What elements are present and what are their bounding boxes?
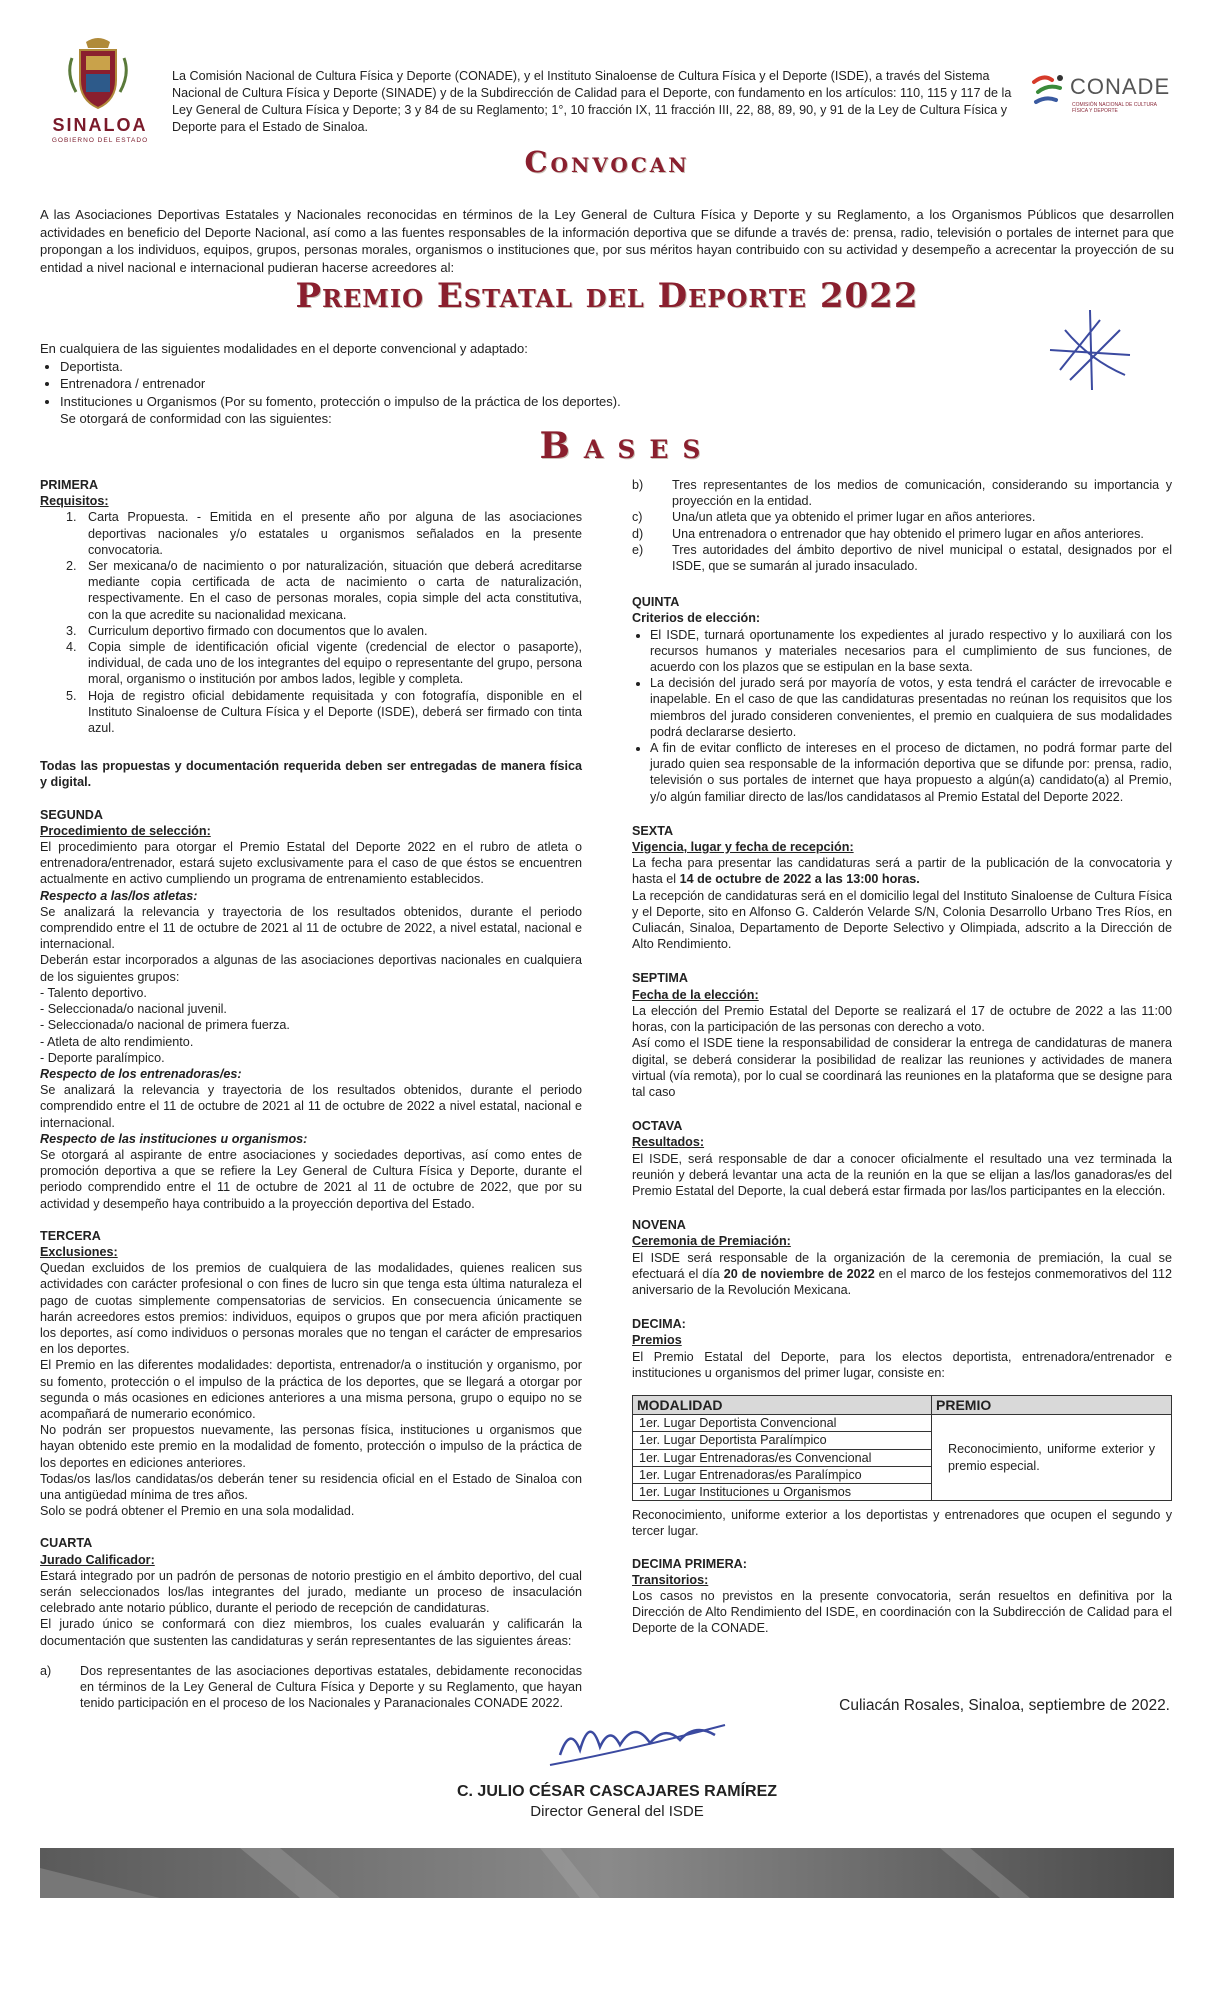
paragraph: La elección del Premio Estatal del Deporte se realizará el 17 de octubre de 2022 a las 11:00 horas, con la participación de las personas con derecho a voto.	[632, 1003, 1172, 1035]
section-subtitle: Exclusiones:	[40, 1244, 118, 1259]
item-text: Dos representantes de las asociaciones deportivas estatales, debidamente reconocidas en términos de la Ley General de Cultura Física y Deporte y su Reglamento, que hayan tenido participación en el proceso de los Nacionales y Paranacionales CONADE 2022.	[80, 1663, 582, 1711]
footer-band	[40, 1848, 1174, 1898]
primera-note: Todas las propuestas y documentación requerida deben ser entregadas de manera física y digital.	[40, 759, 582, 790]
paragraph: El Premio en las diferentes modalidades: deportista, entrenador/a o institución y organismo, por su fomento, protección o el impulso de la práctica de los deportes, que se llegará a otorgar por segunda o más ocasiones en ediciones anteriores a una misma persona, grupo o equipo no se acompañará de numerario económico.	[40, 1358, 582, 1421]
list-item: • Entrenadora / entrenador	[60, 375, 760, 393]
item-letter: a)	[40, 1663, 52, 1678]
paragraph: Deberán estar incorporados a algunas de las asociaciones deportivas nacionales en cualquiera de los siguientes grupos:	[40, 953, 582, 984]
item-letter: d)	[632, 526, 644, 541]
paragraph	[632, 855, 1172, 887]
paragraph: Solo se podrá obtener el Premio en una sola modalidad.	[40, 1504, 355, 1519]
paragraph: Quedan excluidos de los premios de cualquiera de las modalidades, quienes realicen sus actividades con carácter profesional o con fines de lucro sin que tenga esta última naturaleza el pago de cuotas simplemente compensatorias de servicios. En consecuencia únicamente se harán acreedores estos premios: individuos, equipos o grupos que por mera afición practiquen los deportes, así como individuos o personas morales que no tengan el carácter de empresarios en los deportes.	[40, 1261, 582, 1357]
list-item	[40, 1663, 582, 1712]
list-item: 2. Ser mexicana/o de nacimiento o por naturalización, situación que deberá acreditarse mediante copia certificada de acta de nacimiento o carta de naturalización, respectivamente. En el caso de personas morales, copia simple del acta constitutiva, con la que acredite su nacionalidad mexicana.	[80, 558, 582, 623]
paragraph: Así como el ISDE tiene la responsabilidad de considerar la entrega de candidaturas de manera digital, se deberá considerar la posibilidad de realizar las reuniones y actividades de manera virtual (vía remota), por lo cual se coordinará las reuniones en la plataforma que se designe para tal caso	[632, 1036, 1172, 1099]
section-title: SEXTA	[632, 823, 674, 838]
list-item	[632, 526, 1172, 542]
table-cell: 1er. Lugar Instituciones u Organismos	[633, 1483, 932, 1500]
section-subtitle: Criterios de elección:	[632, 611, 761, 626]
list-item: 4. Copia simple de identificación oficial vigente (credencial de elector o pasaporte), individual, de cada uno de los integrantes del equipo o representante del grupo, persona moral, organismo o institución por ambos lados, legible y completa.	[80, 639, 582, 688]
list-item: • El ISDE, turnará oportunamente los expedientes al jurado respectivo y lo auxiliará con los recursos humanos y materiales necesarios para el cumplimiento de sus funciones, de acuerdo con los plazos que se estipulan en la base sexta.	[650, 627, 1172, 676]
paragraph: El procedimiento para otorgar el Premio Estatal del Deporte 2022 en el rubro de atleta o entrenadora/entrenador, estará sujeto exclusivamente para el caso de que éstos se encuentren actualmente en activo cumpliendo un programa de entrenamiento establecidos.	[40, 840, 582, 887]
item-text: Una entrenadora o entrenador que hay obtenido el primero lugar en años anteriores.	[672, 526, 1144, 541]
list-item: - Atleta de alto rendimiento.	[40, 1034, 194, 1049]
sinaloa-coat-of-arms	[36, 34, 160, 119]
section-subtitle: Procedimiento de selección:	[40, 823, 211, 838]
modalidades-list	[40, 358, 760, 411]
section-title: DECIMA:	[632, 1317, 686, 1332]
section-title: QUINTA	[632, 595, 680, 610]
list-item: 1. Carta Propuesta. - Emitida en el presente año por alguna de las asociaciones deportivas nacionales y/o estatales u organismos señalados en la presente convocatoria.	[80, 509, 582, 558]
conade-logo	[1030, 70, 1070, 115]
list-item: 5. Hoja de registro oficial debidamente requisitada y con fotografía, disponible en el Instituto Sinaloense de Cultura Física y el Deporte (ISDE), deberá ser firmado con tinta azul.	[80, 688, 582, 737]
section-title: PRIMERA	[40, 478, 99, 492]
coat-of-arms-icon	[36, 34, 160, 114]
header-intro-text: La Comisión Nacional de Cultura Física y Deporte (CONADE), y el Instituto Sinaloense de Cultura Física y el Deporte (ISDE), a través del Sistema Nacional de Cultura Física y Deporte (SINADE) y de la Subdirección de Calidad para el Deporte, con fundamento en los artículos: 110, 115 y 117 de la Ley General de Cultura Física y Deporte; 3 y 84 de su Reglamento; 1°, 10 fracción IX, 11 fracción III, 22, 88, 89, 90, y 91 de la Ley de Cultura Física y Deporte para el Estado de Sinaloa.	[172, 69, 1012, 134]
paragraph: El ISDE, será responsable de dar a conocer oficialmente el resultado una vez terminada la reunión y deberá levantar una acta de la reunión en la que se elijan a las/los ganadoras/es del Premio Estatal del Deporte, la cual deberá estar firmada por las/los participantes en la elección.	[632, 1151, 1172, 1198]
list-item: - Deporte paralímpico.	[40, 1050, 165, 1065]
subheading: Respecto a las/los atletas:	[40, 888, 198, 903]
handwritten-signature	[540, 1695, 740, 1780]
text-span: La fecha para presentar las candidaturas será a partir de la publicación de la convocatoria y hasta el	[632, 856, 1172, 887]
list-item: - Talento deportivo.	[40, 985, 147, 1000]
list-item: - Seleccionada/o nacional juvenil.	[40, 1002, 227, 1017]
section-title: SEPTIMA	[632, 971, 688, 986]
section-subtitle: Resultados:	[632, 1135, 705, 1150]
paragraph: No podrán ser propuestos nuevamente, las personas física, instituciones u organismos que hayan obtenido este premio en la modalidad de fomento, protección o impulso de la práctica de los deportes en ediciones anteriores.	[40, 1423, 582, 1470]
list-item	[632, 509, 1172, 525]
section-subtitle: Transitorios:	[632, 1572, 709, 1587]
section-title: CUARTA	[40, 1536, 93, 1551]
paragraph	[632, 1250, 1172, 1299]
table-cell: 1er. Lugar Deportista Convencional	[633, 1415, 932, 1432]
table-cell-premio: Reconocimiento, uniforme exterior y premio especial.	[932, 1415, 1172, 1501]
paragraph: La recepción de candidaturas será en el domicilio legal del Instituto Sinaloense de Cultura Física y el Deporte, sito en Alfonso G. Calderón Velarde S/N, Colonia Desarrollo Urbano Tres Ríos, en Culiacán, Sinaloa, Departamento de Deporte Selectivo y Olimpiada, adscrito a la Dirección de Alto Rendimiento.	[632, 888, 1172, 952]
text-span: El ISDE será responsable de la organización de la ceremonia de premiación, la cual se efectuará el día	[632, 1250, 1172, 1281]
convocan-heading: Convocan	[524, 145, 690, 179]
list-item: • La decisión del jurado será por mayoría de votos, y esta tendrá el carácter de irrevocable e inapelable. En el caso de que las candidaturas presentadas no reúnan los requisitos que los miembros del jurado consideren convenientes, el premio en cualquiera de sus modalidades podrá declararse desierto.	[650, 675, 1172, 740]
section-subtitle: Fecha de la elección:	[632, 987, 759, 1002]
paragraph: Estará integrado por un padrón de personas de notorio prestigio en el ámbito deportivo, del cual serán seleccionados los/las integrantes del jurado, mediante un proceso de insaculación celebrado ante notario público, durante el periodo de recepción de candidaturas.	[40, 1568, 582, 1616]
section-title: SEGUNDA	[40, 807, 103, 822]
requisitos-list	[40, 509, 582, 736]
section-subtitle: Premios	[632, 1333, 682, 1348]
signer-name: C. JULIO CÉSAR CASCAJARES RAMÍREZ	[456, 1783, 778, 1800]
table-header: PREMIO	[932, 1395, 1172, 1414]
subheading: Respecto de los entrenadoras/es:	[40, 1066, 242, 1081]
modalidades-closing: Se otorgará de conformidad con las siguientes:	[60, 411, 332, 426]
signature-stamp-mark	[1040, 300, 1140, 405]
bold-date: 20 de noviembre de 2022	[723, 1266, 875, 1281]
premio-title: Premio Estatal del Deporte 2022	[295, 276, 919, 316]
intro-paragraph: A las Asociaciones Deportivas Estatales y Nacionales reconocidas en términos de la Ley General de Cultura Física y Deporte y su Reglamento, a los Organismos Públicos que desarrollen actividades en beneficio del Deporte Nacional, así como a las fuentes responsables de la información deportiva que se difunde a través de: prensa, radio, televisión o portales de internet para que propongan a los individuos, equipos, grupos, personas morales, organismos o instituciones que, por sus méritos hayan contribuido con su actividad y desempeño a acrecentar la proyección de su entidad a nivel nacional e internacional pudieran hacerse acreedores al:	[40, 207, 1174, 275]
conade-logo-text: CONADE	[1070, 74, 1171, 99]
left-column	[40, 477, 582, 1711]
section-subtitle: Requisitos:	[40, 494, 109, 509]
table-header: MODALIDAD	[633, 1395, 932, 1414]
section-title: OCTAVA	[632, 1119, 683, 1134]
table-header-row	[633, 1395, 1172, 1414]
table-cell: 1er. Lugar Entrenadoras/es Convencional	[633, 1449, 932, 1466]
list-item: • Deportista.	[60, 358, 760, 376]
subheading: Respecto de las instituciones u organismos:	[40, 1131, 308, 1146]
table-cell: 1er. Lugar Entrenadoras/es Paralímpico	[633, 1466, 932, 1483]
bold-date: 14 de octubre de 2022 a las 13:00 horas.	[679, 872, 920, 887]
item-letter: b)	[632, 478, 644, 492]
item-letter: c)	[632, 510, 643, 525]
sinaloa-logo-text: SINALOA	[52, 115, 148, 135]
item-text: Tres representantes de los medios de comunicación, considerando su importancia y proyección en la entidad.	[672, 478, 1172, 509]
section-subtitle: Ceremonia de Premiación:	[632, 1234, 791, 1249]
criterios-list	[632, 627, 1172, 805]
list-item: - Seleccionada/o nacional de primera fuerza.	[40, 1018, 290, 1033]
paragraph: El Premio Estatal del Deporte, para los electos deportista, entrenadora/entrenador e instituciones u organismos del primer lugar, consiste en:	[632, 1349, 1172, 1380]
modalidades-intro: En cualquiera de las siguientes modalidades en el deporte convencional y adaptado:	[40, 341, 528, 356]
conade-logo-subtext: COMISIÓN NACIONAL DE CULTURA FÍSICA Y DEPORTE	[1072, 102, 1157, 114]
right-column	[632, 477, 1172, 1637]
table-cell: 1er. Lugar Deportista Paralímpico	[633, 1432, 932, 1449]
paragraph: Se otorgará al aspirante de entre asociaciones y sociedades deportivas, así como entes de promoción deportiva a que se refiere la Ley General de Cultura Física y Deporte, durante el periodo comprendido entre el 11 de octubre de 2021 al 11 de octubre de 2022, que por su actividad y desempeño haya contribuido a la proyección deportiva del Estado.	[40, 1147, 582, 1211]
section-title: NOVENA	[632, 1218, 686, 1233]
item-text: Tres autoridades del ámbito deportivo de nivel municipal o estatal, designados por el ISDE, que se sumarán al jurado insaculado.	[672, 542, 1172, 574]
paragraph: Los casos no previstos en la presente convocatoria, serán resueltos en definitiva por la Dirección de Alto Rendimiento del ISDE, en coordinación con la Subdirección de Calidad para el Deporte de la CONADE.	[632, 1588, 1172, 1636]
list-item	[632, 542, 1172, 574]
section-subtitle: Jurado Calificador:	[40, 1552, 155, 1567]
item-text: Una/un atleta que ya obtenido el primer lugar en años anteriores.	[672, 510, 1036, 525]
list-item: • A fin de evitar conflicto de intereses en el proceso de dictamen, no podrá formar parte del jurado quien sea responsable de la información deportiva que se difunde por: prensa, radio, televisión o sus portales de internet que haya propuesto a algún(a) candidato(a) al Premio, y/o algún familiar directo de las/los candidatasos al Premio Estatal del Deporte 2022.	[650, 740, 1172, 805]
item-letter: e)	[632, 542, 644, 557]
place-date: Culiacán Rosales, Sinaloa, septiembre de 2022.	[839, 1697, 1170, 1714]
modalidades-block	[40, 340, 760, 428]
bases-heading: Bases	[539, 425, 715, 467]
list-item	[632, 477, 1172, 509]
section-subtitle: Vigencia, lugar y fecha de recepción:	[632, 840, 854, 855]
section-title: TERCERA	[40, 1228, 101, 1243]
list-item: • Instituciones u Organismos (Por su fomento, protección o impulso de la práctica de los deportes).	[60, 393, 760, 411]
premios-table	[632, 1395, 1172, 1501]
sinaloa-logo-subtext: GOBIERNO DEL ESTADO	[51, 137, 149, 144]
conade-emblem-icon	[1030, 70, 1070, 110]
table-row	[633, 1415, 1172, 1432]
signer-title: Director General del ISDE	[530, 1803, 704, 1820]
paragraph: Se analizará la relevancia y trayectoria de los resultados obtenidos, durante el periodo comprendido entre el 11 de octubre de 2021 al 11 de octubre de 2022, a nivel estatal, nacional e internacional.	[40, 904, 582, 952]
text-span: en el marco de los festejos conmemorativos del 112 aniversario de la Revolución Mexicana.	[632, 1266, 1172, 1297]
list-item: 3. Curriculum deportivo firmado con documentos que lo avalen.	[80, 623, 582, 639]
paragraph: Todas/os las/los candidatas/os deberán tener su residencia oficial en el Estado de Sinaloa con una antigüedad mínima de tres años.	[40, 1471, 582, 1502]
paragraph: Se analizará la relevancia y trayectoria de los resultados obtenidos, durante el periodo comprendido entre el 11 de octubre de 2021 al 11 de octubre de 2022 a nivel estatal, nacional e internacional.	[40, 1083, 582, 1130]
paragraph: Reconocimiento, uniforme exterior a los deportistas y entrenadores que ocupen el segundo y tercer lugar.	[632, 1508, 1172, 1539]
paragraph: El jurado único se conformará con diez miembros, los cuales evaluarán y calificarán la documentación que sustenten las candidaturas y serán representantes de las siguientes áreas:	[40, 1617, 582, 1648]
section-title: DECIMA PRIMERA:	[632, 1556, 747, 1571]
